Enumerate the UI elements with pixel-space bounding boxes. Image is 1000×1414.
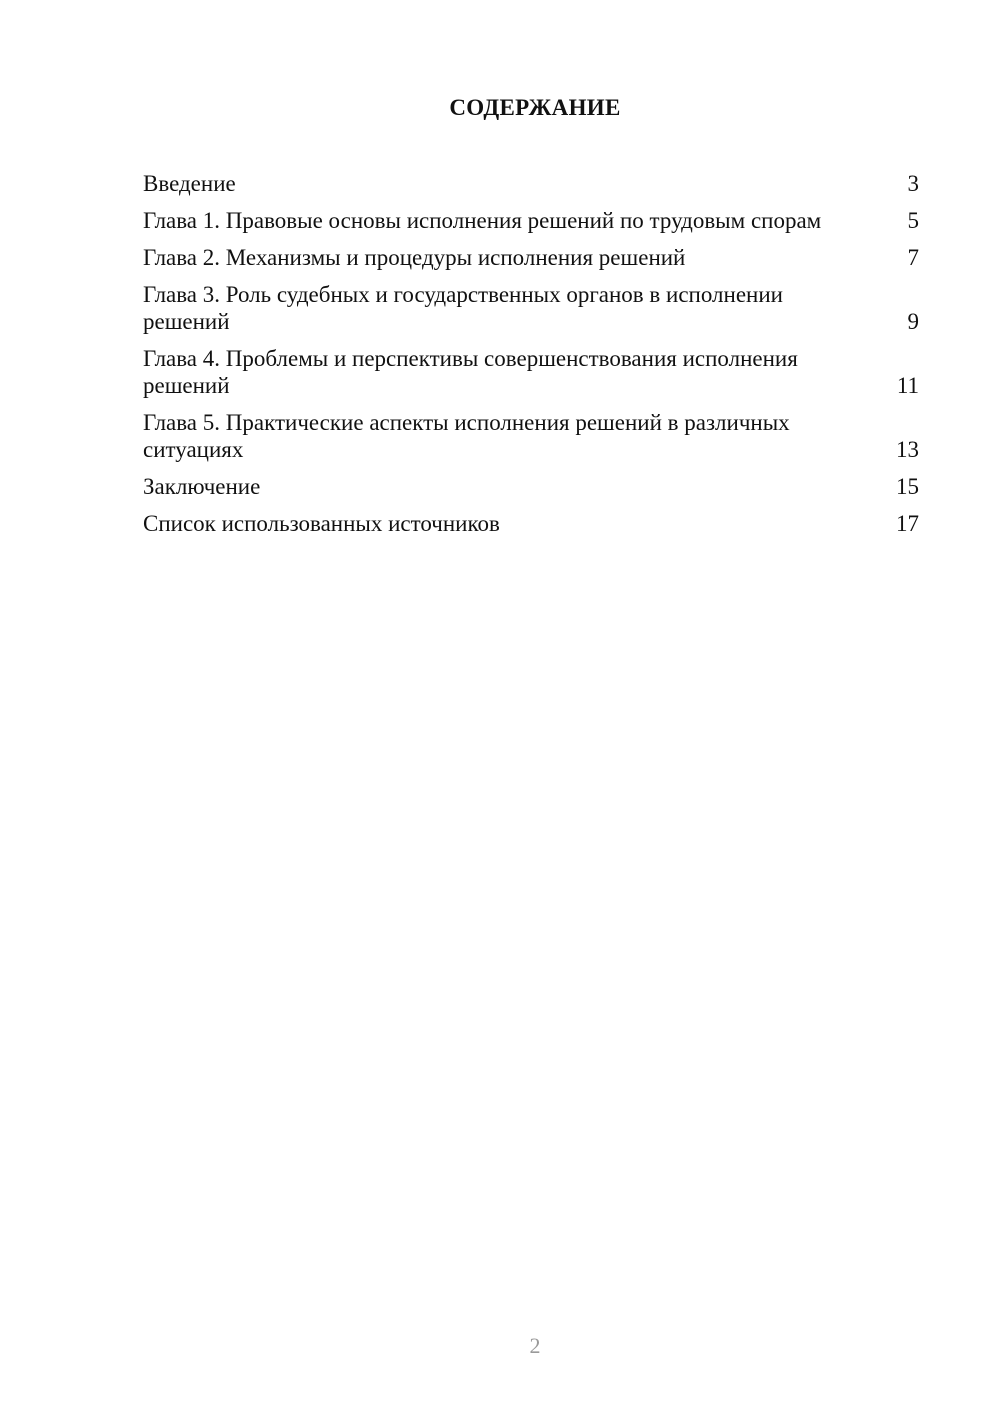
toc-entry-page: 5 [907,208,919,233]
toc-entry-label: Заключение [143,474,261,499]
toc-entry-label: Введение [143,171,236,196]
toc-entry-page: 15 [896,474,919,499]
toc-entry-chapter-1 [143,207,919,234]
toc-entry-chapter-4 [143,345,919,399]
toc-entry-page: 9 [907,309,919,334]
toc-entry-page: 13 [896,437,919,462]
page-number: 2 [529,1333,541,1358]
toc-entry-introduction [143,170,919,197]
toc-entry-page: 11 [896,373,919,398]
toc-entry-page: 3 [907,171,919,196]
toc-entry-chapter-5 [143,409,919,463]
table-of-contents [143,170,919,547]
toc-entry-label: Глава 5. Практические аспекты исполнения решений в различных ситуациях [143,410,790,462]
page-title: СОДЕРЖАНИЕ [449,95,621,120]
toc-entry-page: 7 [907,245,919,270]
toc-entry-label: Список использованных источников [143,511,500,536]
toc-entry-references [143,510,919,537]
toc-entry-label: Глава 4. Проблемы и перспективы совершенствования исполнения решений [143,346,798,398]
toc-entry-label: Глава 2. Механизмы и процедуры исполнения решений [143,245,686,270]
toc-entry-label: Глава 1. Правовые основы исполнения решений по трудовым спорам [143,208,822,233]
toc-entry-page: 17 [896,511,919,536]
toc-entry-conclusion [143,473,919,500]
toc-entry-chapter-2 [143,244,919,271]
toc-entry-chapter-3 [143,281,919,335]
toc-entry-label: Глава 3. Роль судебных и государственных органов в исполнении решений [143,282,783,334]
